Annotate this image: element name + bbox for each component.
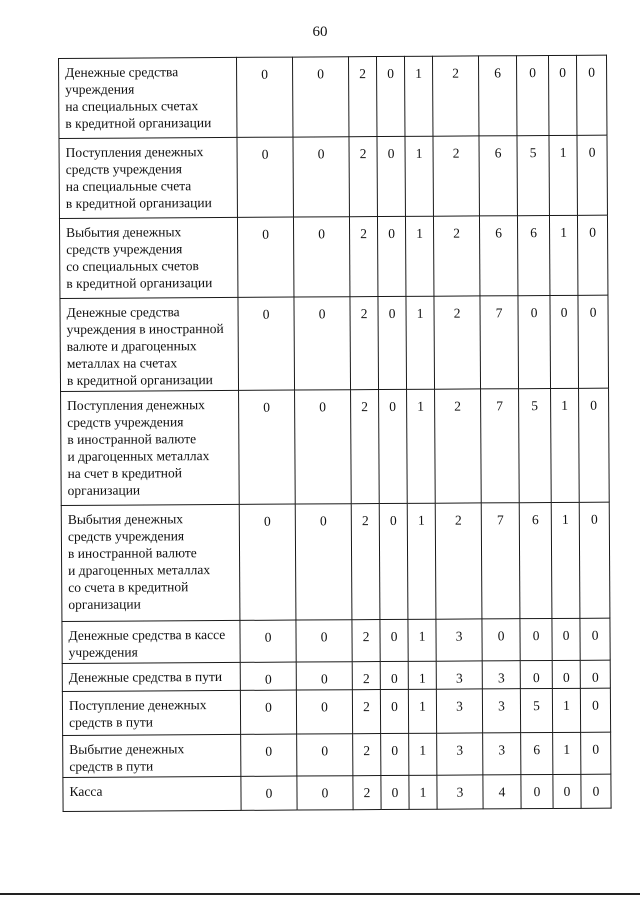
code-digit-cell: 0 bbox=[518, 295, 551, 388]
code-digit-cell: 0 bbox=[381, 733, 409, 775]
table-row bbox=[59, 215, 607, 298]
code-digit-cell: 2 bbox=[351, 504, 380, 620]
code-digit-cell: 0 bbox=[240, 690, 296, 734]
code-digit-cell: 0 bbox=[580, 688, 610, 732]
code-digit-cell: 0 bbox=[295, 504, 352, 620]
code-digit-cell: 2 bbox=[352, 620, 380, 662]
account-name-line: со специальных счетов bbox=[66, 258, 199, 274]
account-name-line: средств учреждения bbox=[67, 414, 184, 430]
account-name-line: на специальные счета bbox=[65, 178, 192, 194]
code-digit-cell: 2 bbox=[349, 217, 377, 297]
code-digit-cell: 0 bbox=[578, 295, 609, 388]
account-name-line: средств учреждения bbox=[66, 241, 183, 257]
account-name-line: средств учреждения bbox=[65, 161, 182, 177]
account-name-line: средств в пути bbox=[69, 714, 154, 730]
code-digit-cell: 1 bbox=[549, 215, 577, 295]
account-name-cell bbox=[61, 504, 240, 621]
account-name-line: в кредитной организации bbox=[65, 195, 212, 211]
account-name-cell bbox=[60, 297, 239, 391]
account-name-line: в кредитной организации bbox=[66, 372, 213, 388]
account-name-line: Денежные средства в кассе bbox=[68, 626, 226, 643]
account-name-line: на счет в кредитной bbox=[67, 465, 183, 481]
table-row bbox=[59, 135, 607, 218]
code-digit-cell: 1 bbox=[409, 775, 437, 809]
code-digit-cell: 0 bbox=[239, 504, 296, 620]
account-name-line: в кредитной организации bbox=[66, 275, 213, 291]
code-digit-cell: 2 bbox=[352, 662, 380, 690]
account-name-line: организации bbox=[67, 482, 141, 498]
account-name-line: Денежные средства bbox=[66, 304, 180, 320]
account-name-line: в кредитной организации bbox=[65, 115, 212, 131]
table-row bbox=[59, 55, 607, 138]
code-digit-cell: 3 bbox=[482, 661, 520, 689]
code-digit-cell: 0 bbox=[379, 503, 408, 619]
account-name-line: Выбытия денежных bbox=[67, 511, 184, 527]
code-digit-cell: 2 bbox=[353, 734, 381, 776]
code-digit-cell: 2 bbox=[350, 297, 379, 390]
table-body bbox=[59, 55, 612, 811]
code-digit-cell: 2 bbox=[433, 216, 479, 296]
code-digit-cell: 0 bbox=[520, 618, 552, 660]
account-name-cell bbox=[61, 390, 240, 505]
account-name-line: в иностранной валюте bbox=[67, 545, 197, 561]
code-digit-cell: 2 bbox=[351, 390, 380, 504]
account-codes-table bbox=[58, 55, 612, 812]
account-name-line: Поступления денежных bbox=[65, 144, 204, 160]
account-name-cell bbox=[63, 734, 241, 777]
account-name-cell bbox=[62, 690, 240, 735]
account-name-line: металлах на счетах bbox=[66, 355, 178, 371]
code-digit-cell: 0 bbox=[521, 774, 553, 808]
code-digit-cell: 1 bbox=[408, 661, 436, 689]
code-digit-cell: 5 bbox=[517, 136, 549, 216]
code-digit-cell: 3 bbox=[436, 619, 482, 661]
code-digit-cell: 0 bbox=[238, 297, 295, 390]
code-digit-cell: 0 bbox=[553, 774, 581, 808]
code-digit-cell: 1 bbox=[407, 503, 436, 619]
code-digit-cell: 1 bbox=[552, 688, 580, 732]
code-digit-cell: 0 bbox=[293, 217, 349, 297]
code-digit-cell: 5 bbox=[519, 388, 552, 502]
account-name-line: Поступление денежных bbox=[68, 697, 207, 713]
code-digit-cell: 2 bbox=[352, 690, 380, 734]
account-name-line: и драгоценных металлах bbox=[68, 562, 211, 578]
code-digit-cell: 3 bbox=[436, 689, 482, 733]
table-row bbox=[62, 660, 610, 691]
code-digit-cell: 0 bbox=[378, 296, 407, 389]
code-digit-cell: 2 bbox=[435, 503, 482, 619]
code-digit-cell: 0 bbox=[241, 734, 297, 776]
code-digit-cell: 0 bbox=[577, 215, 607, 295]
table-row bbox=[60, 295, 609, 391]
account-name-line: Касса bbox=[69, 783, 103, 799]
code-digit-cell: 0 bbox=[377, 216, 405, 296]
account-name-cell bbox=[59, 137, 237, 218]
code-digit-cell: 0 bbox=[516, 56, 548, 136]
code-digit-cell: 2 bbox=[433, 136, 479, 216]
code-digit-cell: 0 bbox=[296, 662, 352, 690]
code-digit-cell: 2 bbox=[353, 776, 381, 810]
account-name-line: учреждения bbox=[65, 81, 135, 97]
code-digit-cell: 3 bbox=[482, 689, 520, 733]
code-digit-cell: 0 bbox=[297, 734, 353, 776]
account-name-line: учреждения bbox=[68, 644, 138, 660]
code-digit-cell: 7 bbox=[480, 296, 519, 389]
code-digit-cell: 1 bbox=[553, 732, 581, 774]
code-digit-cell: 0 bbox=[240, 662, 296, 690]
account-name-line: Денежные средства bbox=[65, 64, 179, 80]
code-digit-cell: 0 bbox=[237, 217, 293, 297]
code-digit-cell: 0 bbox=[581, 732, 611, 774]
account-name-line: Поступления денежных bbox=[67, 397, 205, 413]
code-digit-cell: 0 bbox=[581, 774, 611, 808]
code-digit-cell: 0 bbox=[380, 689, 408, 733]
code-digit-cell: 6 bbox=[517, 216, 549, 296]
account-name-line: Выбытие денежных bbox=[69, 741, 185, 757]
account-name-line: валюте и драгоценных bbox=[66, 338, 197, 354]
code-digit-cell: 2 bbox=[435, 389, 482, 503]
code-digit-cell: 0 bbox=[239, 390, 296, 504]
account-name-line: средств в пути bbox=[69, 758, 154, 774]
account-name-cell bbox=[63, 776, 241, 811]
code-digit-cell: 0 bbox=[377, 136, 405, 216]
code-digit-cell: 4 bbox=[483, 775, 521, 809]
code-digit-cell: 2 bbox=[434, 296, 481, 389]
code-digit-cell: 3 bbox=[437, 775, 483, 809]
code-digit-cell: 0 bbox=[580, 660, 610, 688]
code-digit-cell: 1 bbox=[404, 56, 432, 136]
code-digit-cell: 1 bbox=[409, 733, 437, 775]
code-digit-cell: 1 bbox=[405, 216, 433, 296]
account-name-cell bbox=[62, 662, 240, 691]
code-digit-cell: 0 bbox=[241, 776, 297, 810]
code-digit-cell: 0 bbox=[380, 619, 408, 661]
code-digit-cell: 0 bbox=[520, 660, 552, 688]
account-name-line: средств учреждения bbox=[67, 528, 185, 544]
code-digit-cell: 2 bbox=[349, 137, 377, 217]
account-name-cell bbox=[62, 620, 240, 663]
code-digit-cell: 0 bbox=[236, 57, 292, 137]
code-digit-cell: 1 bbox=[406, 296, 435, 389]
code-digit-cell: 0 bbox=[237, 137, 293, 217]
account-name-line: учреждения в иностранной bbox=[66, 320, 224, 337]
code-digit-cell: 0 bbox=[292, 57, 348, 137]
account-name-line: на специальных счетах bbox=[65, 98, 199, 114]
code-digit-cell: 0 bbox=[552, 618, 580, 660]
code-digit-cell: 0 bbox=[577, 135, 607, 215]
code-digit-cell: 3 bbox=[483, 733, 521, 775]
table-row bbox=[61, 388, 610, 505]
code-digit-cell: 1 bbox=[549, 135, 577, 215]
code-digit-cell: 2 bbox=[432, 56, 478, 136]
code-digit-cell: 1 bbox=[408, 689, 436, 733]
code-digit-cell: 0 bbox=[296, 690, 352, 734]
account-name-cell bbox=[59, 57, 237, 138]
code-digit-cell: 0 bbox=[482, 619, 520, 661]
code-digit-cell: 0 bbox=[293, 137, 349, 217]
code-digit-cell: 5 bbox=[520, 688, 552, 732]
code-digit-cell: 0 bbox=[295, 390, 352, 504]
account-name-line: и драгоценных металлах bbox=[67, 448, 210, 464]
code-digit-cell: 2 bbox=[348, 57, 376, 137]
code-digit-cell: 6 bbox=[479, 216, 517, 296]
account-name-cell bbox=[59, 217, 237, 298]
code-digit-cell: 0 bbox=[580, 618, 610, 660]
account-name-line: Денежные средства в пути bbox=[68, 669, 223, 685]
table-row bbox=[63, 774, 611, 811]
code-digit-cell: 0 bbox=[380, 661, 408, 689]
code-digit-cell: 3 bbox=[436, 661, 482, 689]
code-digit-cell: 0 bbox=[297, 776, 353, 810]
table-row bbox=[61, 502, 610, 621]
account-name-line: со счета в кредитной bbox=[68, 579, 189, 595]
code-digit-cell: 0 bbox=[381, 775, 409, 809]
code-digit-cell: 0 bbox=[240, 620, 296, 662]
code-digit-cell: 1 bbox=[551, 388, 580, 502]
code-digit-cell: 7 bbox=[481, 503, 520, 619]
code-digit-cell: 1 bbox=[405, 136, 433, 216]
code-digit-cell: 0 bbox=[579, 502, 610, 618]
code-digit-cell: 6 bbox=[519, 502, 552, 618]
account-codes-table-container bbox=[58, 55, 611, 812]
code-digit-cell: 0 bbox=[579, 388, 610, 502]
table-row bbox=[63, 732, 611, 777]
code-digit-cell: 6 bbox=[479, 136, 517, 216]
account-name-line: Выбытия денежных bbox=[66, 224, 182, 240]
code-digit-cell: 1 bbox=[407, 389, 436, 503]
code-digit-cell: 0 bbox=[376, 56, 404, 136]
code-digit-cell: 0 bbox=[296, 620, 352, 662]
code-digit-cell: 0 bbox=[550, 295, 579, 388]
code-digit-cell: 0 bbox=[294, 297, 351, 390]
code-digit-cell: 1 bbox=[408, 619, 436, 661]
code-digit-cell: 6 bbox=[478, 56, 516, 136]
code-digit-cell: 3 bbox=[437, 733, 483, 775]
page-number: 60 bbox=[312, 24, 328, 40]
code-digit-cell: 6 bbox=[521, 732, 553, 774]
code-digit-cell: 7 bbox=[481, 389, 520, 503]
code-digit-cell: 0 bbox=[552, 660, 580, 688]
code-digit-cell: 0 bbox=[576, 55, 606, 135]
code-digit-cell: 1 bbox=[551, 502, 580, 618]
scan-edge-line bbox=[0, 893, 640, 895]
code-digit-cell: 0 bbox=[379, 389, 408, 503]
table-row bbox=[62, 688, 610, 735]
code-digit-cell: 0 bbox=[548, 55, 576, 135]
account-name-line: в иностранной валюте bbox=[67, 431, 197, 447]
account-name-line: организации bbox=[68, 596, 141, 612]
table-row bbox=[62, 618, 610, 663]
